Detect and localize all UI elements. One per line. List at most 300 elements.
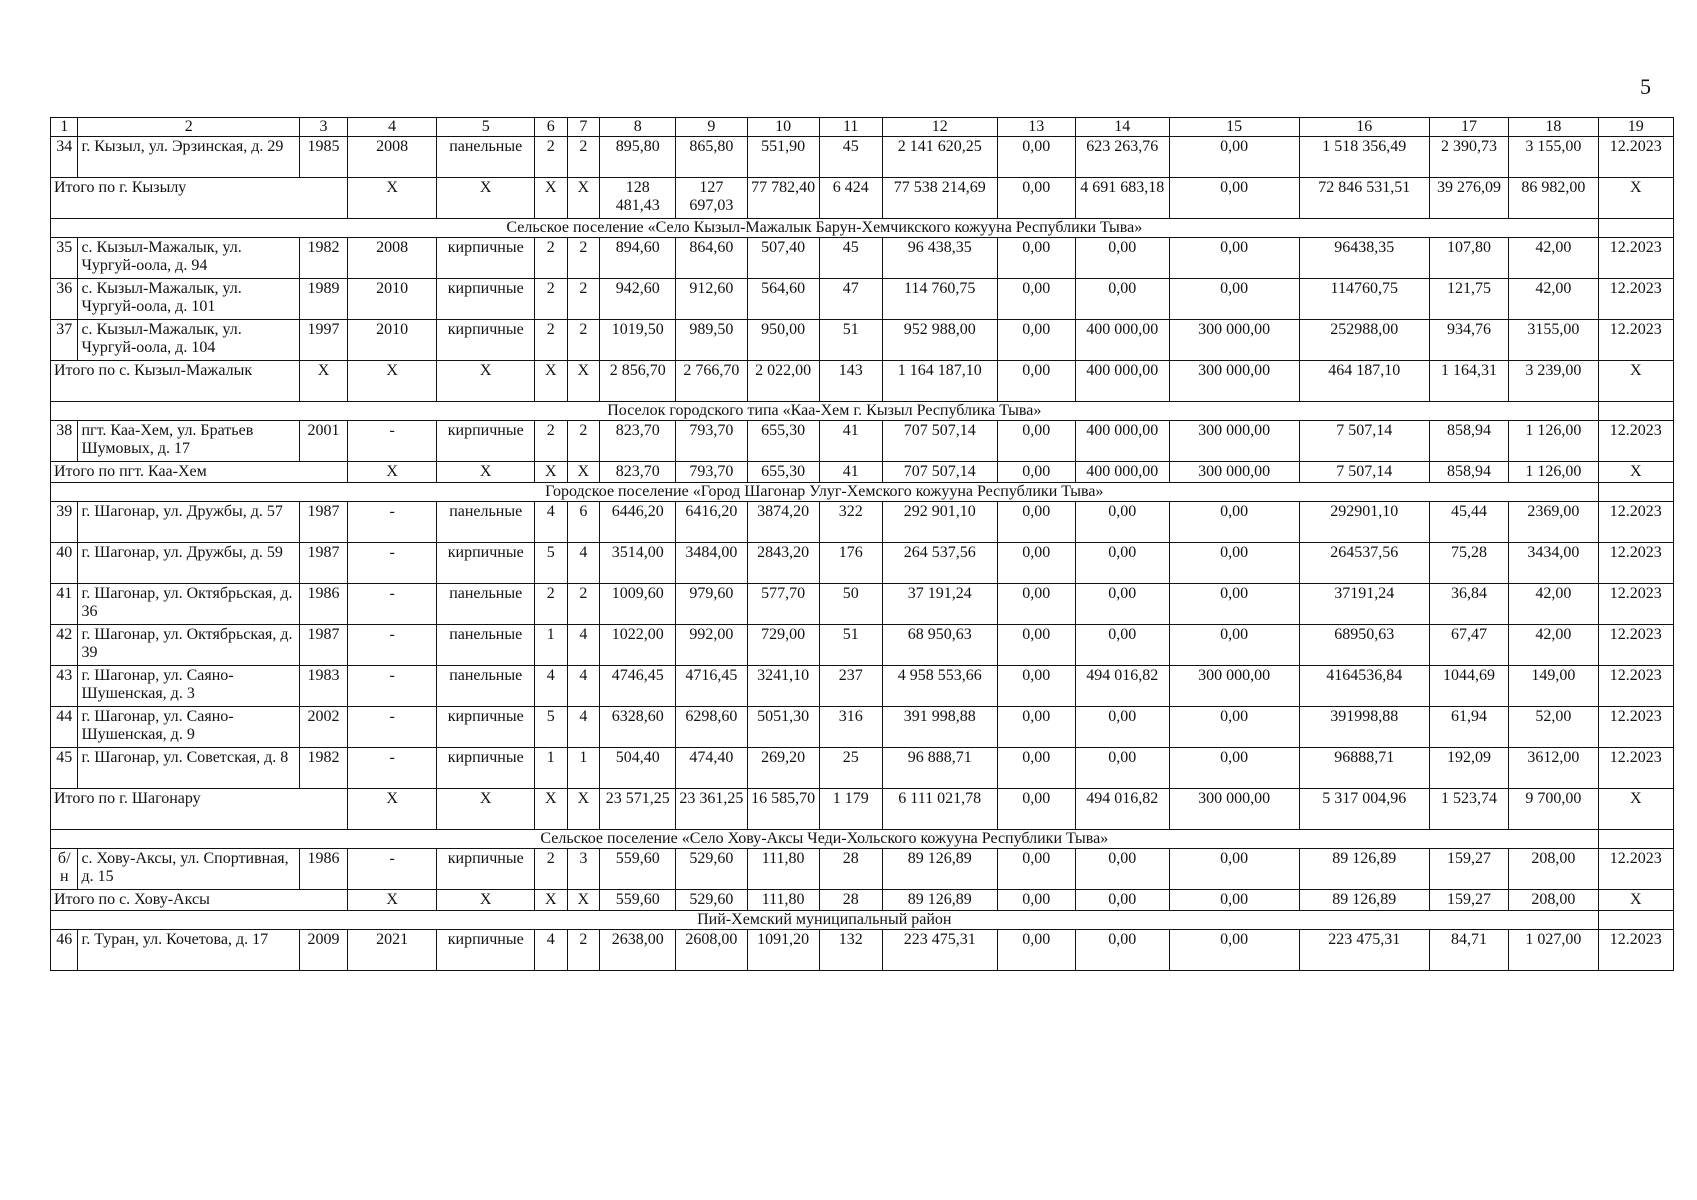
table-cell: 1 518 356,49 (1299, 137, 1429, 178)
table-row (51, 707, 1674, 748)
table-cell: 2 (567, 930, 600, 971)
table-cell: - (347, 666, 436, 707)
table-cell: б/н (51, 849, 78, 890)
table-cell: 3 (567, 849, 600, 890)
table-cell: панельные (437, 502, 535, 543)
table-cell: 67,47 (1429, 625, 1508, 666)
table-cell: 28 (819, 849, 882, 890)
subtotal-label: Итого по пгт. Каа-Хем (51, 462, 348, 483)
subtotal-label: Итого по с. Кызыл-Мажалык (51, 361, 300, 402)
subtotal-cell: 529,60 (676, 890, 747, 911)
table-cell: 2608,00 (676, 930, 747, 971)
table-cell: 864,60 (676, 238, 747, 279)
table-cell: 992,00 (676, 625, 747, 666)
table-cell: 45,44 (1429, 502, 1508, 543)
table-cell: 0,00 (1169, 584, 1299, 625)
subtotal-cell: 400 000,00 (1075, 361, 1169, 402)
table-row (51, 137, 1674, 178)
table-cell: 4 958 553,66 (882, 666, 997, 707)
table-cell: 12.2023 (1598, 748, 1673, 789)
table-cell: 46 (51, 930, 78, 971)
table-cell: 1 (567, 748, 600, 789)
subtotal-cell: 128 481,43 (600, 178, 676, 219)
table-cell: 12.2023 (1598, 625, 1673, 666)
table-cell: 2 (567, 279, 600, 320)
table-cell: - (347, 543, 436, 584)
table-cell: 942,60 (600, 279, 676, 320)
subtotal-cell: 858,94 (1429, 462, 1508, 483)
subtotal-row (51, 890, 1674, 911)
table-cell: 42 (51, 625, 78, 666)
table-cell: - (347, 625, 436, 666)
table-cell: 68950,63 (1299, 625, 1429, 666)
column-number: 16 (1299, 118, 1429, 137)
table-cell: 223 475,31 (1299, 930, 1429, 971)
table-cell: 6446,20 (600, 502, 676, 543)
table-cell: 2008 (347, 238, 436, 279)
column-number: 4 (347, 118, 436, 137)
table-cell: 0,00 (1169, 849, 1299, 890)
table-row (51, 320, 1674, 361)
table-cell: кирпичные (437, 707, 535, 748)
section-title: Сельское поселение «Село Хову-Аксы Чеди-Хольского кожууна Республики Тыва» (51, 830, 1599, 849)
table-cell: 559,60 (600, 849, 676, 890)
table-cell: 2369,00 (1509, 502, 1598, 543)
subtotal-cell: 6 424 (819, 178, 882, 219)
table-cell: 68 950,63 (882, 625, 997, 666)
table-cell: 114 760,75 (882, 279, 997, 320)
table-cell: 0,00 (997, 279, 1075, 320)
table-cell: 7 507,14 (1299, 421, 1429, 462)
subtotal-row (51, 789, 1674, 830)
table-cell: 1987 (300, 625, 348, 666)
table-cell: 111,80 (747, 849, 819, 890)
table-cell: 0,00 (1169, 279, 1299, 320)
table-cell: 0,00 (1169, 502, 1299, 543)
subtotal-cell: 23 571,25 (600, 789, 676, 830)
subtotal-cell: Х (567, 890, 600, 911)
table-cell: кирпичные (437, 279, 535, 320)
table-cell: 0,00 (1169, 238, 1299, 279)
table-cell: 12.2023 (1598, 320, 1673, 361)
table-row (51, 238, 1674, 279)
table-cell: 12.2023 (1598, 502, 1673, 543)
table-cell: 0,00 (1075, 930, 1169, 971)
table-row (51, 625, 1674, 666)
table-cell: 0,00 (1075, 502, 1169, 543)
table-cell: 564,60 (747, 279, 819, 320)
subtotal-cell: 77 538 214,69 (882, 178, 997, 219)
subtotal-cell: Х (300, 361, 348, 402)
table-cell: 42,00 (1509, 279, 1598, 320)
section-header-row (51, 830, 1674, 849)
subtotal-cell: 23 361,25 (676, 789, 747, 830)
table-cell: 300 000,00 (1169, 320, 1299, 361)
table-cell: 2 (535, 421, 568, 462)
table-cell: 3514,00 (600, 543, 676, 584)
address-cell: г. Туран, ул. Кочетова, д. 17 (78, 930, 300, 971)
table-cell: 0,00 (1075, 625, 1169, 666)
table-cell: 96888,71 (1299, 748, 1429, 789)
table-cell: 2638,00 (600, 930, 676, 971)
subtotal-cell: Х (535, 361, 568, 402)
subtotal-cell: 6 111 021,78 (882, 789, 997, 830)
table-cell: 96 438,35 (882, 238, 997, 279)
table-cell: 989,50 (676, 320, 747, 361)
subtotal-cell: 77 782,40 (747, 178, 819, 219)
table-cell: 2 (535, 238, 568, 279)
column-number: 8 (600, 118, 676, 137)
table-cell: 0,00 (997, 543, 1075, 584)
table-cell: 2008 (347, 137, 436, 178)
table-cell: 51 (819, 320, 882, 361)
table-cell: 89 126,89 (882, 849, 997, 890)
table-cell: 4716,45 (676, 666, 747, 707)
table-cell: 252988,00 (1299, 320, 1429, 361)
table-cell: 3484,00 (676, 543, 747, 584)
subtotal-cell: 208,00 (1509, 890, 1598, 911)
subtotal-cell: 464 187,10 (1299, 361, 1429, 402)
table-cell: 0,00 (1169, 748, 1299, 789)
subtotal-cell: Х (535, 462, 568, 483)
column-number: 14 (1075, 118, 1169, 137)
address-cell: с. Кызыл-Мажалык, ул. Чургуй-оола, д. 94 (78, 238, 300, 279)
address-cell: г. Шагонар, ул. Дружбы, д. 59 (78, 543, 300, 584)
table-cell: 823,70 (600, 421, 676, 462)
table-cell: кирпичные (437, 421, 535, 462)
table-cell: 208,00 (1509, 849, 1598, 890)
subtotal-cell: Х (437, 890, 535, 911)
table-cell: 793,70 (676, 421, 747, 462)
table-cell: 149,00 (1509, 666, 1598, 707)
subtotal-cell: Х (1598, 789, 1673, 830)
table-cell: 35 (51, 238, 78, 279)
table-cell: 121,75 (1429, 279, 1508, 320)
table-cell: 42,00 (1509, 238, 1598, 279)
subtotal-cell: 7 507,14 (1299, 462, 1429, 483)
table-cell: 2009 (300, 930, 348, 971)
subtotal-cell: 2 022,00 (747, 361, 819, 402)
table-cell: 5 (535, 543, 568, 584)
table-cell: 1 126,00 (1509, 421, 1598, 462)
subtotal-cell: 1 164,31 (1429, 361, 1508, 402)
table-cell: 6328,60 (600, 707, 676, 748)
table-row (51, 930, 1674, 971)
column-number: 5 (437, 118, 535, 137)
section-empty-cell (1598, 219, 1673, 238)
table-cell: 729,00 (747, 625, 819, 666)
table-cell: 912,60 (676, 279, 747, 320)
table-cell: 655,30 (747, 421, 819, 462)
table-cell: 504,40 (600, 748, 676, 789)
table-cell: 2 141 620,25 (882, 137, 997, 178)
table-cell: 1986 (300, 584, 348, 625)
table-cell: 41 (51, 584, 78, 625)
table-cell: 264 537,56 (882, 543, 997, 584)
section-empty-cell (1598, 402, 1673, 421)
table-cell: 4 (567, 625, 600, 666)
section-header-row (51, 402, 1674, 421)
subtotal-cell: Х (347, 462, 436, 483)
subtotal-cell: 0,00 (997, 789, 1075, 830)
table-cell: 2 (535, 584, 568, 625)
subtotal-cell: 89 126,89 (882, 890, 997, 911)
address-cell: г. Кызыл, ул. Эрзинская, д. 29 (78, 137, 300, 178)
table-cell: 96 888,71 (882, 748, 997, 789)
table-cell: 96438,35 (1299, 238, 1429, 279)
table-cell: 2 (535, 849, 568, 890)
table-cell: 2 (535, 279, 568, 320)
table-cell: 3241,10 (747, 666, 819, 707)
table-cell: 0,00 (1075, 849, 1169, 890)
subtotal-cell: 3 239,00 (1509, 361, 1598, 402)
column-number: 9 (676, 118, 747, 137)
table-row (51, 748, 1674, 789)
table-cell: 0,00 (1075, 584, 1169, 625)
table-cell: 3 155,00 (1509, 137, 1598, 178)
subtotal-cell: 39 276,09 (1429, 178, 1508, 219)
table-cell: 400 000,00 (1075, 421, 1169, 462)
table-cell: 6416,20 (676, 502, 747, 543)
table-cell: 0,00 (1169, 625, 1299, 666)
table-cell: 316 (819, 707, 882, 748)
subtotal-cell: 127 697,03 (676, 178, 747, 219)
table-cell: - (347, 421, 436, 462)
address-cell: г. Шагонар, ул. Саяно-Шушенская, д. 9 (78, 707, 300, 748)
table-cell: 38 (51, 421, 78, 462)
table-cell: кирпичные (437, 849, 535, 890)
table-cell: 2010 (347, 320, 436, 361)
table-cell: 0,00 (997, 320, 1075, 361)
table-cell: 36,84 (1429, 584, 1508, 625)
subtotal-cell: 2 856,70 (600, 361, 676, 402)
subtotal-cell: Х (535, 890, 568, 911)
subtotal-cell: Х (347, 178, 436, 219)
subtotal-cell: 41 (819, 462, 882, 483)
table-cell: 2843,20 (747, 543, 819, 584)
table-cell: 529,60 (676, 849, 747, 890)
table-cell: 0,00 (997, 930, 1075, 971)
table-cell: - (347, 584, 436, 625)
table-cell: 4 (535, 502, 568, 543)
table-cell: 1987 (300, 543, 348, 584)
table-row (51, 666, 1674, 707)
table-cell: 51 (819, 625, 882, 666)
address-cell: с. Кызыл-Мажалык, ул. Чургуй-оола, д. 101 (78, 279, 300, 320)
table-cell: 3874,20 (747, 502, 819, 543)
table-cell: 2 (567, 137, 600, 178)
table-cell: 45 (51, 748, 78, 789)
table-cell: 45 (819, 238, 882, 279)
table-cell: 577,70 (747, 584, 819, 625)
table-cell: 3155,00 (1509, 320, 1598, 361)
section-title: Городское поселение «Город Шагонар Улуг-Хемского кожууна Республики Тыва» (51, 483, 1599, 502)
table-cell: 132 (819, 930, 882, 971)
table-cell: 4 (535, 930, 568, 971)
table-cell: - (347, 502, 436, 543)
table-cell: 391998,88 (1299, 707, 1429, 748)
table-cell: 0,00 (1169, 543, 1299, 584)
subtotal-cell: Х (535, 178, 568, 219)
subtotal-cell: 400 000,00 (1075, 462, 1169, 483)
table-cell: 2021 (347, 930, 436, 971)
subtotal-row (51, 361, 1674, 402)
address-cell: с. Хову-Аксы, ул. Спортивная, д. 15 (78, 849, 300, 890)
table-cell: 494 016,82 (1075, 666, 1169, 707)
subtotal-cell: Х (437, 789, 535, 830)
table-cell: 12.2023 (1598, 666, 1673, 707)
subtotal-cell: 0,00 (1169, 178, 1299, 219)
section-header-row (51, 219, 1674, 238)
table-cell: панельные (437, 625, 535, 666)
table-cell: кирпичные (437, 238, 535, 279)
subtotal-cell: 16 585,70 (747, 789, 819, 830)
table-cell: 0,00 (1075, 707, 1169, 748)
table-cell: кирпичные (437, 320, 535, 361)
table-cell: 2002 (300, 707, 348, 748)
table-cell: 0,00 (1075, 748, 1169, 789)
table-cell: 43 (51, 666, 78, 707)
subtotal-label: Итого по г. Шагонару (51, 789, 348, 830)
table-cell: 264537,56 (1299, 543, 1429, 584)
table-cell: 40 (51, 543, 78, 584)
subtotal-cell: 2 766,70 (676, 361, 747, 402)
table-cell: 12.2023 (1598, 707, 1673, 748)
table-cell: 223 475,31 (882, 930, 997, 971)
subtotal-cell: 300 000,00 (1169, 789, 1299, 830)
subtotal-cell: 793,70 (676, 462, 747, 483)
table-cell: 1982 (300, 238, 348, 279)
address-cell: г. Шагонар, ул. Дружбы, д. 57 (78, 502, 300, 543)
table-cell: 934,76 (1429, 320, 1508, 361)
subtotal-cell: 89 126,89 (1299, 890, 1429, 911)
table-cell: 391 998,88 (882, 707, 997, 748)
table-cell: 2 (535, 320, 568, 361)
address-cell: пгт. Каа-Хем, ул. Братьев Шумовых, д. 17 (78, 421, 300, 462)
table-cell: 25 (819, 748, 882, 789)
table-cell: 292 901,10 (882, 502, 997, 543)
table-cell: 42,00 (1509, 584, 1598, 625)
table-cell: панельные (437, 137, 535, 178)
table-cell: 0,00 (1169, 137, 1299, 178)
table-cell: 1982 (300, 748, 348, 789)
table-cell: 507,40 (747, 238, 819, 279)
table-cell: 36 (51, 279, 78, 320)
table-cell: 2 (567, 584, 600, 625)
subtotal-cell: Х (1598, 890, 1673, 911)
table-cell: 2010 (347, 279, 436, 320)
subtotal-cell: Х (437, 361, 535, 402)
table-cell: 237 (819, 666, 882, 707)
column-number: 13 (997, 118, 1075, 137)
section-header-row (51, 911, 1674, 930)
table-cell: 1 (535, 625, 568, 666)
column-number: 12 (882, 118, 997, 137)
table-cell: 12.2023 (1598, 543, 1673, 584)
table-cell: 12.2023 (1598, 238, 1673, 279)
table-cell: 3612,00 (1509, 748, 1598, 789)
subtotal-cell: 1 164 187,10 (882, 361, 997, 402)
table-cell: 52,00 (1509, 707, 1598, 748)
subtotal-cell: Х (347, 789, 436, 830)
table-cell: 12.2023 (1598, 137, 1673, 178)
subtotal-cell: Х (567, 789, 600, 830)
table-row (51, 279, 1674, 320)
table-cell: 0,00 (997, 707, 1075, 748)
table-cell: 322 (819, 502, 882, 543)
address-cell: с. Кызыл-Мажалык, ул. Чургуй-оола, д. 104 (78, 320, 300, 361)
subtotal-cell: Х (1598, 361, 1673, 402)
table-cell: 0,00 (997, 584, 1075, 625)
table-cell: 89 126,89 (1299, 849, 1429, 890)
table-cell: 0,00 (1075, 279, 1169, 320)
subtotal-cell: 111,80 (747, 890, 819, 911)
column-number: 2 (78, 118, 300, 137)
subtotal-row (51, 178, 1674, 219)
address-cell: г. Шагонар, ул. Октябрьская, д. 36 (78, 584, 300, 625)
table-cell: 61,94 (1429, 707, 1508, 748)
table-cell: 37 191,24 (882, 584, 997, 625)
table-cell: 1022,00 (600, 625, 676, 666)
table-cell: 895,80 (600, 137, 676, 178)
table-cell: 1985 (300, 137, 348, 178)
column-number: 18 (1509, 118, 1598, 137)
address-cell: г. Шагонар, ул. Саяно-Шушенская, д. 3 (78, 666, 300, 707)
subtotal-cell: 5 317 004,96 (1299, 789, 1429, 830)
table-cell: 0,00 (997, 421, 1075, 462)
subtotal-cell: 0,00 (997, 890, 1075, 911)
table-cell: 0,00 (1075, 238, 1169, 279)
subtotal-cell: 823,70 (600, 462, 676, 483)
subtotal-cell: 0,00 (997, 178, 1075, 219)
column-number: 15 (1169, 118, 1299, 137)
table-cell: 979,60 (676, 584, 747, 625)
table-cell: 1989 (300, 279, 348, 320)
table-cell: 6298,60 (676, 707, 747, 748)
subtotal-cell: 0,00 (1075, 890, 1169, 911)
subtotal-cell: Х (1598, 178, 1673, 219)
table-cell: 176 (819, 543, 882, 584)
section-title: Пий-Хемский муниципальный район (51, 911, 1599, 930)
table-cell: 4 (535, 666, 568, 707)
table-cell: 0,00 (997, 748, 1075, 789)
subtotal-cell: 0,00 (1169, 890, 1299, 911)
section-empty-cell (1598, 483, 1673, 502)
subtotal-cell: Х (347, 890, 436, 911)
subtotal-cell: Х (437, 462, 535, 483)
table-cell: 5051,30 (747, 707, 819, 748)
subtotal-cell: 0,00 (997, 361, 1075, 402)
table-cell: - (347, 707, 436, 748)
column-number: 7 (567, 118, 600, 137)
table-cell: 2 (567, 320, 600, 361)
table-cell: 0,00 (997, 666, 1075, 707)
table-cell: 1019,50 (600, 320, 676, 361)
table-cell: 84,71 (1429, 930, 1508, 971)
table-cell: 2 (567, 238, 600, 279)
table-cell: 1 027,00 (1509, 930, 1598, 971)
subtotal-row (51, 462, 1674, 483)
subtotal-cell: Х (567, 178, 600, 219)
column-number: 17 (1429, 118, 1508, 137)
table-cell: 950,00 (747, 320, 819, 361)
table-cell: 292901,10 (1299, 502, 1429, 543)
table-cell: 474,40 (676, 748, 747, 789)
table-cell: 2 (567, 421, 600, 462)
table-cell: 37 (51, 320, 78, 361)
table-cell: 551,90 (747, 137, 819, 178)
table-cell: 1009,60 (600, 584, 676, 625)
